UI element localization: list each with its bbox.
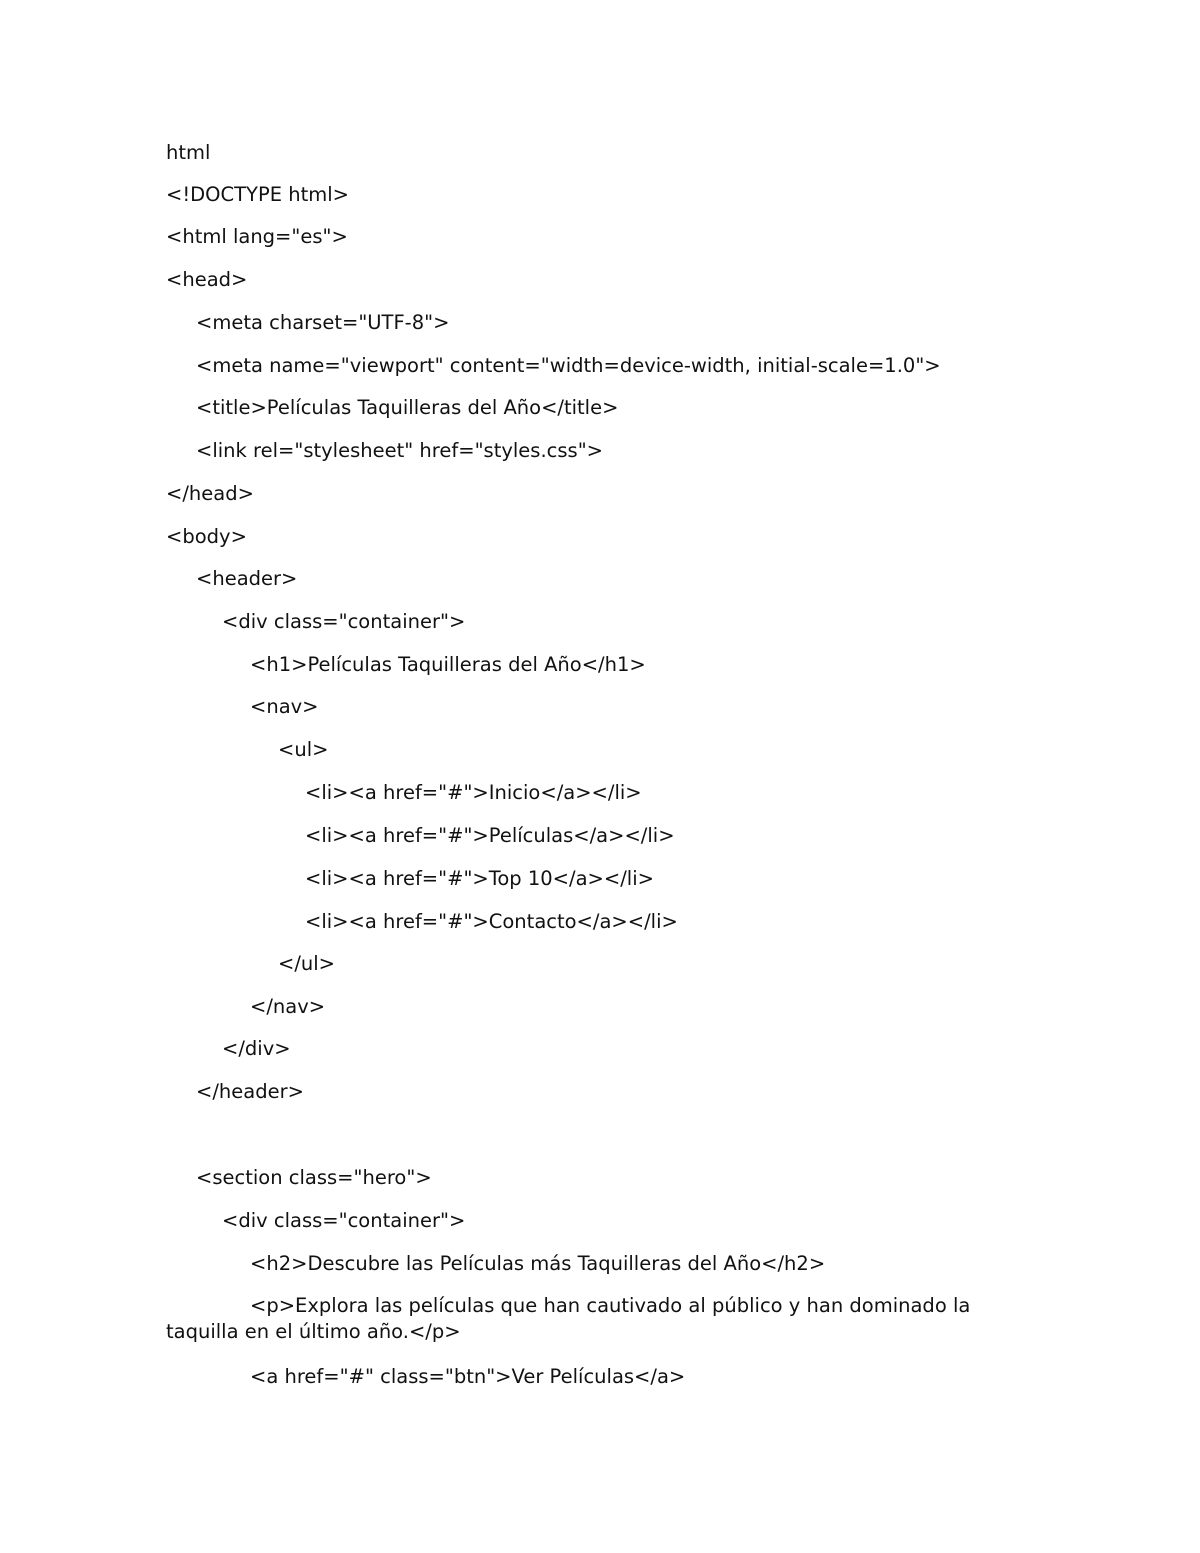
code-line: <html lang="es">: [166, 225, 348, 248]
code-line: <div class="container">: [222, 610, 466, 633]
code-line-wrapped: <p>Explora las películas que han cautivado al público y han dominado la taquilla en el último año.</p>: [166, 1294, 971, 1343]
code-line: <section class="hero">: [196, 1166, 432, 1189]
code-line: </header>: [196, 1080, 304, 1103]
code-line: </div>: [222, 1037, 291, 1060]
code-line: </ul>: [278, 952, 336, 975]
code-line: <ul>: [278, 738, 329, 761]
code-line: <li><a href="#">Películas</a></li>: [305, 824, 675, 847]
code-line: <div class="container">: [222, 1209, 466, 1232]
code-line: <!DOCTYPE html>: [166, 183, 349, 206]
code-line: <link rel="stylesheet" href="styles.css">: [196, 439, 604, 462]
code-line: <a href="#" class="btn">Ver Películas</a>: [250, 1365, 686, 1388]
code-line: <body>: [166, 525, 247, 548]
code-line: <li><a href="#">Inicio</a></li>: [305, 781, 642, 804]
code-line: <nav>: [250, 695, 319, 718]
code-line: <header>: [196, 567, 298, 590]
code-line: <li><a href="#">Top 10</a></li>: [305, 867, 654, 890]
code-line: <head>: [166, 268, 248, 291]
code-line: </head>: [166, 482, 254, 505]
code-line: <h1>Películas Taquilleras del Año</h1>: [250, 653, 646, 676]
code-line: <title>Películas Taquilleras del Año</title>: [196, 396, 619, 419]
code-line: </nav>: [250, 995, 326, 1018]
code-line: html: [166, 141, 211, 164]
code-line: <li><a href="#">Contacto</a></li>: [305, 910, 678, 933]
code-line: <h2>Descubre las Películas más Taquilleras del Año</h2>: [250, 1252, 826, 1275]
code-line: <meta name="viewport" content="width=device-width, initial-scale=1.0">: [196, 354, 941, 377]
code-line: <meta charset="UTF-8">: [196, 311, 450, 334]
